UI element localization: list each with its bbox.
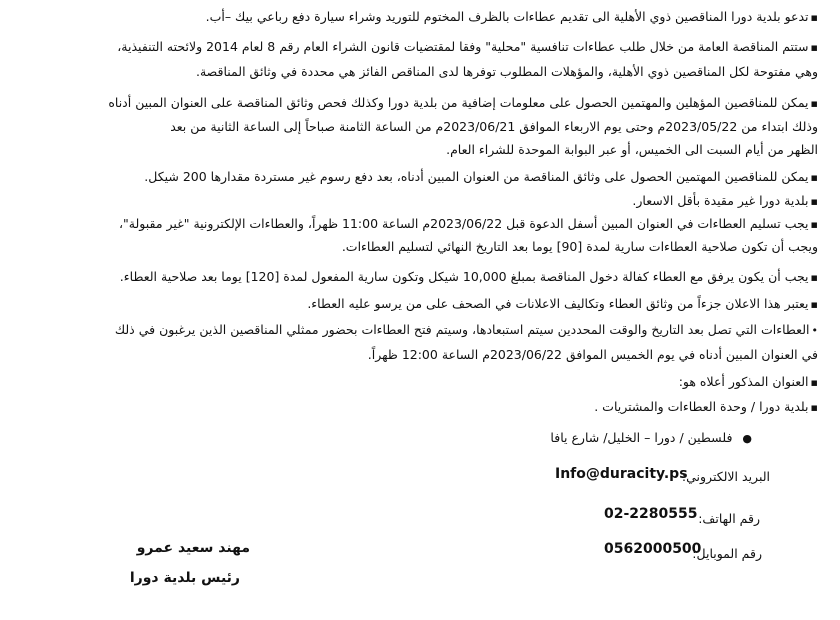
notice-paragraph: ▪يعتبر هذا الاعلان جزءاً من وثائق العطاء وتكاليف الاعلانات في الصحف على من يرسو عليه العطاء. xyxy=(307,296,818,311)
notice-paragraph: ▪تدعو بلدية دورا المناقصين ذوي الأهلية الى تقديم عطاءات بالظرف المختوم للتوريد وشراء سيارة دفع رباعي بيك –أب. xyxy=(205,9,818,24)
notice-paragraph-cont: وهي مفتوحة لكل المناقصين ذوي الأهلية، والمؤهلات المطلوب توفرها لدى المناقص الفائز هي محددة في وثائق المناقصة. xyxy=(195,64,818,79)
notice-paragraph-cont: في العنوان المبين أدناه في يوم الخميس الموافق 2023/06/22م الساعة 12:00 ظهراً. xyxy=(367,347,818,362)
bullet: ▪ xyxy=(810,298,818,311)
bullet: ▪ xyxy=(810,195,818,208)
bullet: ▪ xyxy=(810,271,818,284)
notice-paragraph: ▪العنوان المذكور أعلاه هو: xyxy=(678,374,818,389)
notice-paragraph: ▪بلدية دورا / وحدة العطاءات والمشتريات . xyxy=(594,399,818,414)
bullet: ▪ xyxy=(810,11,818,24)
phone-value: 02-2280555 xyxy=(604,506,698,522)
signatory-title: رئيس بلدية دورا xyxy=(129,570,240,586)
phone-label: رقم الهاتف: xyxy=(698,511,760,526)
notice-paragraph-cont: الظهر من أيام السبت الى الخميس، أو عبر البوابة الموحدة للشراء العام. xyxy=(446,142,818,157)
mobile-label: رقم الموبايل: xyxy=(692,546,762,561)
notice-paragraph: ▪يمكن للمناقصين المهتمين الحصول على وثائق المناقصة من العنوان المبين أدناه، بعد دفع رسوم غير مستردة مقدارها 200 شيكل. xyxy=(144,169,818,184)
notice-paragraph-cont: ويجب أن تكون صلاحية العطاءات سارية لمدة [90] يوما بعد التاريخ النهائي لتسليم العطاءات. xyxy=(341,239,818,254)
notice-paragraph-cont: وذلك ابتداء من 2023/05/22م وحتى يوم الاربعاء الموافق 2023/06/21م من الساعة الثامنة صباحاً إلى الساعة الثانية من بعد xyxy=(170,119,818,134)
bullet: • xyxy=(811,324,818,337)
bullet: ▪ xyxy=(810,376,818,389)
notice-paragraph: •العطاءات التي تصل بعد التاريخ والوقت المحددين سيتم استبعادها، وسيتم فتح العطاءات بحضور ممثلي المناقصين الذين يرغبون في ذلك xyxy=(114,322,818,337)
notice-paragraph: ▪ستتم المناقصة العامة من خلال طلب عطاءات تنافسية "محلية" وفقا لمقتضيات قانون الشراء العام رقم 8 لعام 2014 ولائحته التنفيذية، xyxy=(117,39,818,54)
bullet: ▪ xyxy=(810,171,818,184)
bullet: ▪ xyxy=(810,97,818,110)
email-label: البريد الالكتروني: xyxy=(681,469,770,484)
mobile-value: 0562000500 xyxy=(604,541,702,557)
signatory-name: مهند سعيد عمرو xyxy=(136,540,250,556)
bullet: ▪ xyxy=(810,41,818,54)
address-line: ● فلسطين / دورا – الخليل/ شارع يافا xyxy=(550,430,752,445)
bullet: ▪ xyxy=(810,401,818,414)
bullet: ● xyxy=(742,432,752,445)
bullet: ▪ xyxy=(810,218,818,231)
notice-paragraph: ▪يجب أن يكون يرفق مع العطاء كفالة دخول المناقصة بمبلغ 10,000 شيكل وتكون سارية المفعول لمدة [120] يوما بعد صلاحية العطاء. xyxy=(119,269,818,284)
email-value: Info@duracity.ps xyxy=(555,466,688,482)
notice-paragraph: ▪بلدية دورا غير مقيدة بأقل الاسعار. xyxy=(632,193,818,208)
notice-paragraph: ▪يجب تسليم العطاءات في العنوان المبين أسفل الدعوة قبل 2023/06/22م الساعة 11:00 ظهراً، والعطاءات الإلكترونية "غير مقبولة"، xyxy=(119,216,818,231)
notice-paragraph: ▪يمكن للمناقصين المؤهلين والمهتمين الحصول على معلومات إضافية من بلدية دورا وكذلك فحص وثائق المناقصة على العنوان المبين أدناه xyxy=(108,95,818,110)
